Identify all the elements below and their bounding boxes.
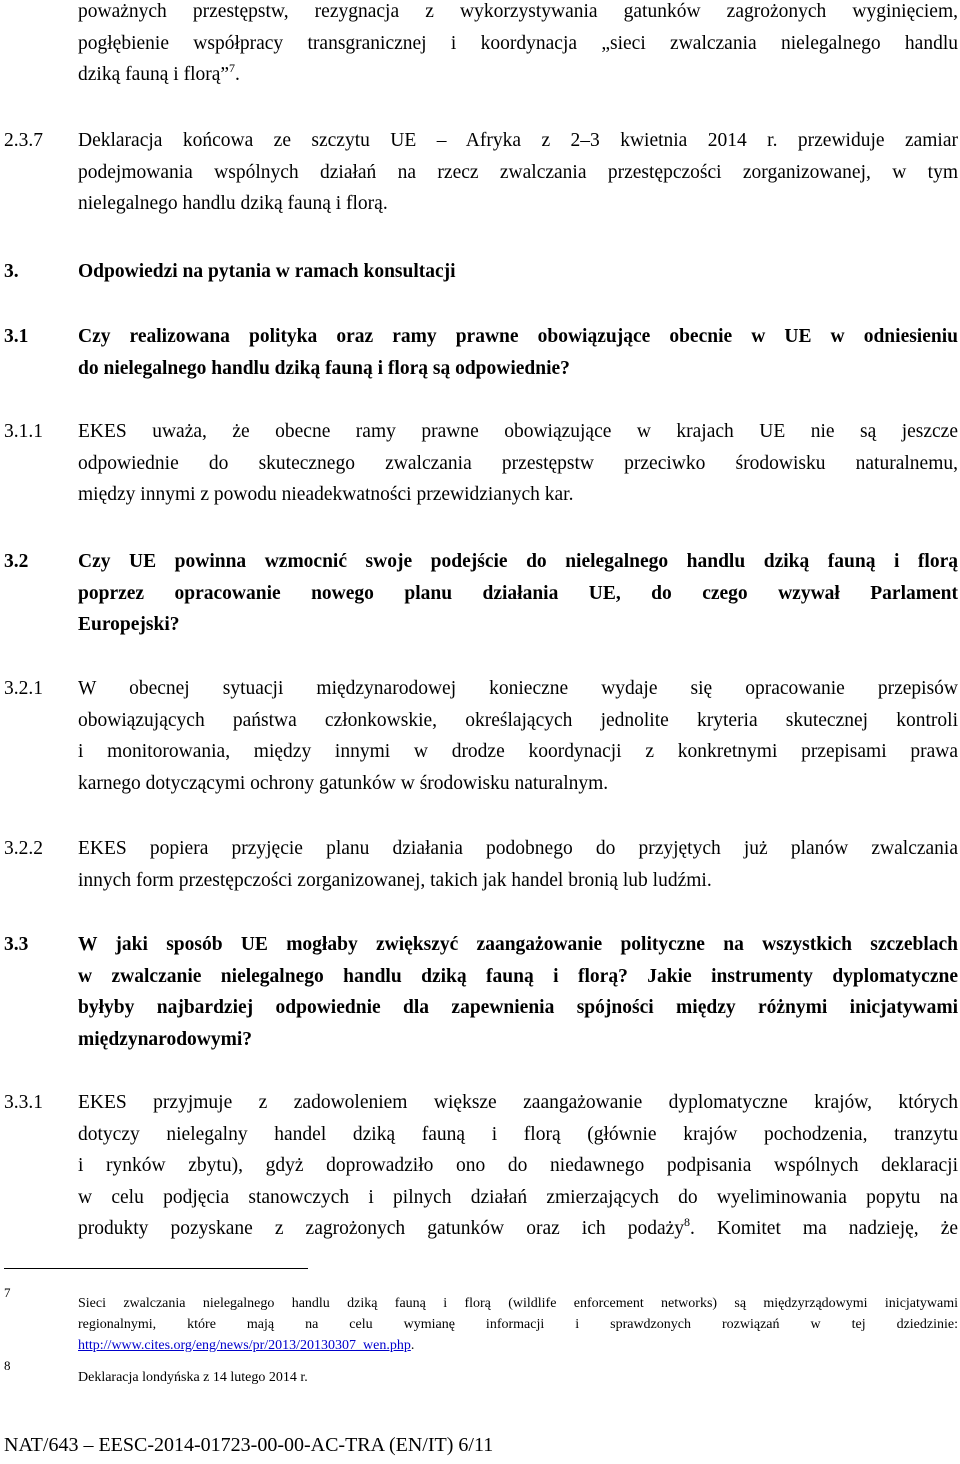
- text-line: w celu podjęcia stanowczych i pilnych działań zmierzających do wyeliminowania popytu na: [78, 1186, 958, 1208]
- text-line: odpowiednie do skutecznego zwalczania przestępstw przeciwko środowisku naturalnemu,: [78, 452, 958, 474]
- section-number: 3.: [4, 261, 19, 282]
- text-line: karnego dotyczącymi ochrony gatunków w środowisku naturalnym.: [78, 772, 609, 794]
- paragraph-3-1-1: [78, 416, 958, 511]
- text-line: EKES przyjmuje z zadowoleniem większe zaangażowanie dyplomatyczne krajów, których: [78, 1092, 958, 1113]
- footnote-ref-7[interactable]: 7: [229, 61, 236, 75]
- paragraph-2-3-7: [78, 125, 958, 220]
- text-fragment: .: [235, 64, 240, 85]
- text-line: EKES popiera przyjęcie planu działania podobnego do przyjętych już planów zwalczania: [78, 838, 958, 859]
- text-line: i rynków zbytu), gdyż doprowadziło ono do niedawnego podpisania wspólnych deklaracji: [78, 1155, 958, 1176]
- text-line: W obecnej sytuacji międzynarodowej konieczne wydaje się opracowanie przepisów: [78, 678, 958, 699]
- text-line: poprzez opracowanie nowego planu działania UE, do czego wzywał Parlament: [78, 582, 958, 604]
- text-line: W jaki sposób UE mogłaby zwiększyć zaangażowanie polityczne na wszystkich szczeblach: [78, 934, 958, 955]
- text-line: [78, 59, 958, 91]
- question-number: 3.1: [4, 326, 29, 347]
- text-line: obowiązujących państwa członkowskie, określających jednolite kryteria skutecznej kontroli: [78, 709, 958, 731]
- text-line: do nielegalnego handlu dziką fauną i florą są odpowiednie?: [78, 357, 570, 379]
- text-fragment: dziką fauną i florą”: [78, 64, 230, 85]
- question-number: 3.2: [4, 551, 29, 572]
- text-line: Europejski?: [78, 614, 180, 635]
- text-line: poważnych przestępstw, rezygnacja z wykorzystywania gatunków zagrożonych wyginięciem,: [78, 1, 958, 22]
- text-line: nielegalnego handlu dziką fauną i florą.: [78, 193, 388, 214]
- paragraph-number: 3.2.2: [4, 838, 43, 859]
- footnote-line: Deklaracja londyńska z 14 lutego 2014 r.: [78, 1370, 308, 1385]
- question-number: 3.3: [4, 934, 29, 955]
- footnote-link[interactable]: http://www.cites.org/eng/news/pr/2013/20130307_wen.php: [78, 1338, 411, 1353]
- footnote-ref-8[interactable]: 8: [684, 1215, 691, 1229]
- footnote-line: regionalnymi, które mają na celu wymianę informacji i sprawdzonych rozwiązań w tej dziedzinie:: [78, 1317, 958, 1332]
- text-line: Deklaracja końcowa ze szczytu UE – Afryka z 2–3 kwietnia 2014 r. przewiduje zamiar: [78, 130, 958, 151]
- footnote-separator: [4, 1268, 308, 1269]
- text-line: Czy realizowana polityka oraz ramy prawne obowiązujące obecnie w UE w odniesieniu: [78, 326, 958, 347]
- paragraph-3-2-1: [78, 673, 958, 799]
- text-fragment: . Komitet ma nadzieję, że: [690, 1218, 959, 1239]
- paragraph-number: 3.1.1: [4, 421, 43, 442]
- footnote-line: Sieci zwalczania nielegalnego handlu dziką fauną i florą (wildlife enforcement networks) są międzyrządowymi inicjatywami: [78, 1296, 958, 1311]
- text-line: między innymi z powodu nieadekwatności przewidzianych kar.: [78, 484, 574, 505]
- text-fragment: produkty pozyskane z zagrożonych gatunków oraz ich podaży: [78, 1218, 685, 1239]
- text-line: w zwalczanie nielegalnego handlu dziką fauną i florą? Jakie instrumenty dyplomatyczne: [78, 965, 958, 987]
- text-line: innych form przestępczości zorganizowanej, takich jak handel bronią lub ludźmi.: [78, 869, 712, 891]
- text-line: EKES uważa, że obecne ramy prawne obowiązujące w krajach UE nie są jeszcze: [78, 421, 958, 442]
- paragraph-3-3-1: [78, 1087, 958, 1245]
- footnote-7: [78, 1293, 958, 1356]
- text-line: dotyczy nielegalny handel dziką fauną i florą (głównie krajów pochodzenia, tranzytu: [78, 1123, 958, 1145]
- text-line: i monitorowania, między innymi w drodze koordynacji z konkretnymi przepisami prawa: [78, 741, 958, 762]
- footnote-8: [78, 1367, 958, 1388]
- text-line: byłyby najbardziej odpowiednie dla zapewnienia spójności między różnymi inicjatywami: [78, 997, 958, 1018]
- paragraph-number: 3.2.1: [4, 678, 43, 699]
- page-footer: NAT/643 – EESC-2014-01723-00-00-AC-TRA (EN/IT) 6/11: [4, 1434, 494, 1456]
- question-3-1: [78, 321, 958, 384]
- footnote-mark-7: 7: [4, 1285, 11, 1300]
- text-line: Czy UE powinna wzmocnić swoje podejście do nielegalnego handlu dziką fauną i florą: [78, 551, 958, 572]
- footnote-mark-8: 8: [4, 1358, 11, 1373]
- question-3-2: [78, 546, 958, 641]
- question-3-3: [78, 929, 958, 1055]
- paragraph-number: 3.3.1: [4, 1092, 43, 1113]
- section-title: Odpowiedzi na pytania w ramach konsultacji: [78, 261, 456, 282]
- section-heading: [78, 256, 958, 288]
- paragraph-number: 2.3.7: [4, 130, 43, 151]
- text-fragment: .: [410, 1338, 415, 1353]
- continuation-paragraph: [78, 0, 958, 91]
- text-line: pogłębienie współpracy transgranicznej i koordynacja „sieci zwalczania nielegalnego handlu: [78, 32, 958, 54]
- text-line: międzynarodowymi?: [78, 1028, 253, 1050]
- text-line: [78, 1213, 958, 1245]
- text-line: podejmowania wspólnych działań na rzecz zwalczania przestępczości zorganizowanej, w tym: [78, 161, 958, 183]
- footnote-line: [78, 1335, 958, 1356]
- paragraph-3-2-2: [78, 833, 958, 896]
